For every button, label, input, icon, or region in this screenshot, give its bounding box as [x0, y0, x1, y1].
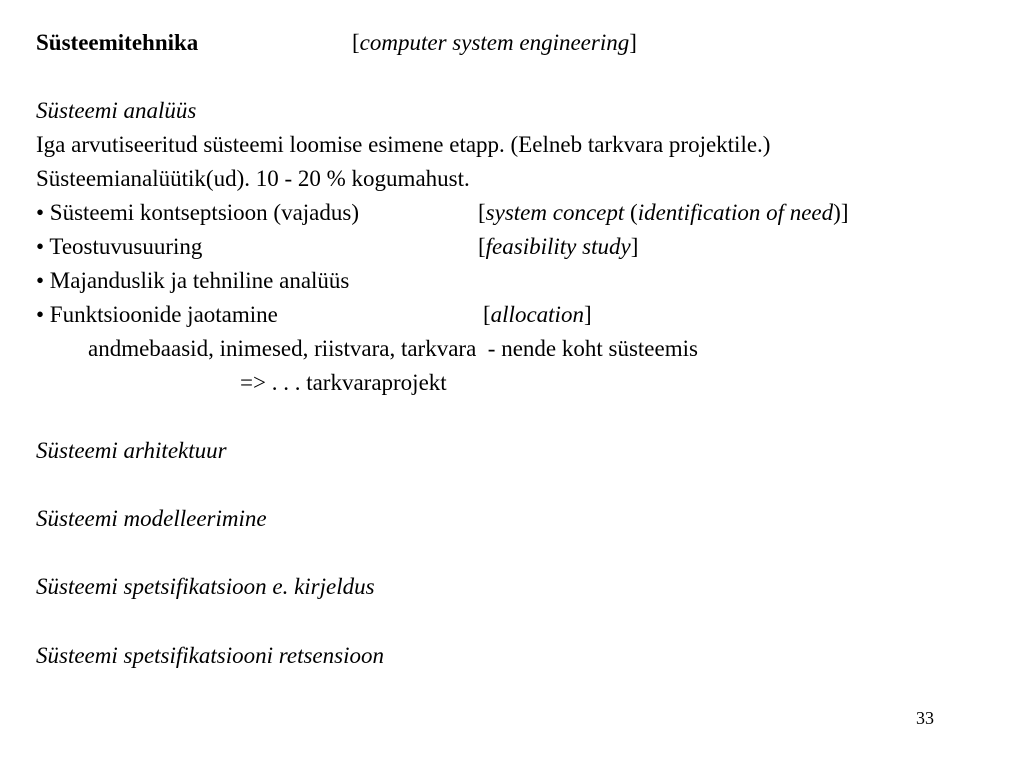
bullet-english-term: [feasibility study] — [478, 234, 639, 259]
text-line: Iga arvutiseeritud süsteemi loomise esimene etapp. (Eelneb tarkvara projektile.) — [36, 132, 771, 157]
english-term: computer system engineering — [359, 30, 630, 55]
arrow-line: => . . . tarkvaraprojekt — [240, 370, 447, 395]
section-heading: Süsteemi modelleerimine — [36, 506, 267, 531]
bullet-english-term: [allocation] — [483, 302, 592, 327]
section-heading: Süsteemi spetsifikatsiooni retsensioon — [36, 643, 384, 668]
bullet-english-term: [system concept (identification of need)] — [478, 200, 849, 225]
english-term: feasibility study — [485, 234, 631, 259]
bullet-item: • Teostuvusuuring — [36, 234, 203, 259]
allocation-detail: andmebaasid, inimesed, riistvara, tarkvara - nende koht süsteemis — [88, 336, 698, 361]
english-term: allocation — [490, 302, 584, 327]
section-heading-analysis: Süsteemi analüüs — [36, 98, 197, 123]
english-term: system concept — [485, 200, 625, 225]
bullet-item: • Funktsioonide jaotamine — [36, 302, 278, 327]
slide-title-english: [computer system engineering] — [352, 30, 637, 55]
text-line: Süsteemianalüütik(ud). 10 - 20 % kogumahust. — [36, 166, 470, 191]
english-term: identification of need — [637, 200, 834, 225]
slide-title: Süsteemitehnika — [36, 30, 199, 55]
page-number: 33 — [916, 708, 934, 728]
bullet-item: • Süsteemi kontseptsioon (vajadus) — [36, 200, 359, 225]
bullet-item: • Majanduslik ja tehniline analüüs — [36, 268, 350, 293]
section-heading: Süsteemi spetsifikatsioon e. kirjeldus — [36, 574, 375, 599]
section-heading: Süsteemi arhitektuur — [36, 438, 227, 463]
